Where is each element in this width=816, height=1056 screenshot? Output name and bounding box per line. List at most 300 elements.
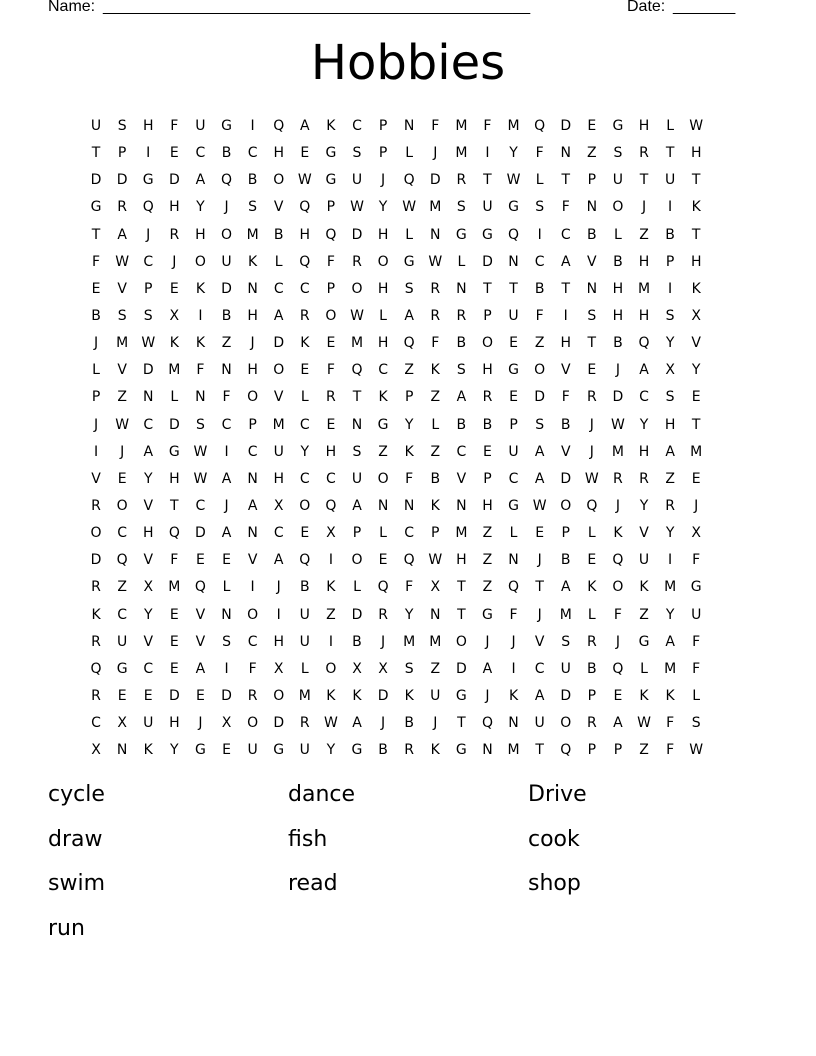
- grid-cell[interactable]: N: [403, 118, 415, 134]
- grid-cell[interactable]: T: [91, 226, 101, 243]
- grid-cell[interactable]: U: [430, 687, 441, 704]
- grid-cell[interactable]: J: [537, 606, 542, 623]
- grid-cell[interactable]: W: [350, 307, 364, 324]
- grid-cell[interactable]: C: [273, 525, 284, 542]
- grid-cell[interactable]: Z: [482, 525, 493, 542]
- grid-cell[interactable]: I: [93, 443, 99, 460]
- grid-cell[interactable]: D: [534, 389, 546, 406]
- grid-cell[interactable]: O: [247, 715, 259, 732]
- grid-cell[interactable]: O: [247, 389, 259, 406]
- grid-cell[interactable]: C: [378, 362, 388, 379]
- grid-cell[interactable]: B: [613, 253, 623, 270]
- grid-cell[interactable]: S: [456, 362, 466, 379]
- grid-cell[interactable]: S: [143, 307, 153, 324]
- grid-cell[interactable]: G: [351, 742, 363, 759]
- grid-cell[interactable]: N: [430, 226, 441, 243]
- grid-cell[interactable]: W: [350, 199, 364, 216]
- grid-cell[interactable]: K: [91, 606, 101, 623]
- grid-cell[interactable]: I: [485, 145, 490, 162]
- grid-cell[interactable]: M: [168, 579, 181, 596]
- grid-cell[interactable]: G: [142, 172, 154, 189]
- grid-cell[interactable]: E: [535, 525, 545, 542]
- grid-cell[interactable]: A: [273, 307, 284, 324]
- grid-cell[interactable]: Q: [325, 497, 337, 514]
- grid-cell[interactable]: K: [326, 579, 336, 596]
- grid-cell[interactable]: U: [299, 606, 310, 623]
- grid-cell[interactable]: A: [247, 497, 258, 514]
- grid-cell[interactable]: F: [613, 606, 622, 623]
- grid-cell[interactable]: R: [639, 470, 649, 487]
- grid-cell[interactable]: P: [483, 307, 492, 324]
- grid-cell[interactable]: U: [560, 660, 571, 677]
- grid-cell[interactable]: A: [273, 552, 284, 569]
- grid-cell[interactable]: F: [483, 118, 492, 134]
- grid-cell[interactable]: W: [584, 470, 599, 487]
- grid-cell[interactable]: I: [328, 552, 333, 569]
- grid-cell[interactable]: U: [117, 633, 128, 650]
- grid-cell[interactable]: P: [144, 280, 153, 297]
- grid-cell[interactable]: C: [352, 118, 362, 134]
- grid-cell[interactable]: H: [664, 416, 676, 433]
- grid-cell[interactable]: Q: [168, 525, 180, 542]
- grid-cell[interactable]: L: [535, 172, 544, 189]
- grid-cell[interactable]: S: [117, 118, 127, 134]
- grid-cell[interactable]: M: [455, 118, 468, 134]
- grid-cell[interactable]: D: [221, 280, 232, 297]
- grid-cell[interactable]: J: [93, 335, 99, 352]
- grid-cell[interactable]: T: [639, 172, 649, 189]
- grid-cell[interactable]: A: [560, 253, 571, 270]
- grid-cell[interactable]: D: [273, 335, 285, 352]
- grid-cell[interactable]: E: [222, 552, 231, 569]
- grid-cell[interactable]: T: [170, 497, 179, 514]
- grid-cell[interactable]: U: [638, 552, 650, 569]
- grid-cell[interactable]: D: [142, 362, 154, 379]
- grid-cell[interactable]: H: [638, 253, 650, 270]
- grid-cell[interactable]: D: [116, 172, 128, 189]
- grid-cell[interactable]: X: [691, 525, 701, 542]
- grid-cell[interactable]: X: [665, 362, 675, 379]
- grid-cell[interactable]: D: [90, 172, 102, 189]
- grid-cell[interactable]: Z: [534, 335, 545, 352]
- grid-cell[interactable]: L: [457, 253, 466, 270]
- grid-cell[interactable]: V: [91, 470, 101, 487]
- grid-cell[interactable]: F: [170, 118, 179, 134]
- grid-cell[interactable]: T: [352, 389, 362, 406]
- grid-cell[interactable]: I: [511, 660, 516, 677]
- grid-cell[interactable]: C: [195, 497, 206, 514]
- grid-cell[interactable]: Q: [194, 579, 206, 596]
- grid-cell[interactable]: A: [300, 118, 310, 134]
- grid-cell[interactable]: Q: [90, 660, 102, 677]
- grid-cell[interactable]: V: [273, 199, 284, 216]
- grid-cell[interactable]: A: [352, 715, 362, 732]
- grid-cell[interactable]: Y: [378, 199, 388, 216]
- grid-cell[interactable]: Z: [665, 470, 675, 487]
- grid-cell[interactable]: Q: [299, 199, 311, 216]
- grid-cell[interactable]: H: [560, 335, 571, 352]
- grid-cell[interactable]: C: [247, 633, 258, 650]
- grid-cell[interactable]: M: [246, 226, 259, 243]
- grid-cell[interactable]: P: [404, 389, 414, 406]
- grid-cell[interactable]: J: [641, 199, 647, 216]
- grid-cell[interactable]: O: [273, 362, 285, 379]
- grid-cell[interactable]: K: [430, 497, 440, 514]
- grid-cell[interactable]: G: [194, 742, 206, 759]
- grid-cell[interactable]: T: [457, 606, 466, 623]
- grid-cell[interactable]: U: [143, 715, 154, 732]
- grid-cell[interactable]: W: [506, 172, 521, 189]
- grid-cell[interactable]: O: [325, 307, 337, 324]
- grid-cell[interactable]: P: [483, 470, 492, 487]
- grid-cell[interactable]: M: [611, 443, 624, 460]
- grid-cell[interactable]: D: [168, 172, 180, 189]
- grid-cell[interactable]: G: [325, 172, 337, 189]
- grid-cell[interactable]: Q: [273, 118, 285, 134]
- grid-cell[interactable]: F: [326, 253, 335, 270]
- grid-cell[interactable]: L: [379, 525, 387, 542]
- grid-cell[interactable]: X: [378, 660, 388, 677]
- grid-cell[interactable]: L: [405, 145, 414, 162]
- grid-cell[interactable]: F: [666, 715, 675, 732]
- grid-cell[interactable]: C: [299, 470, 310, 487]
- grid-cell[interactable]: J: [276, 579, 281, 596]
- grid-cell[interactable]: C: [299, 416, 310, 433]
- grid-cell[interactable]: A: [352, 497, 362, 514]
- grid-cell[interactable]: S: [222, 633, 231, 650]
- grid-cell[interactable]: W: [637, 715, 651, 732]
- grid-cell[interactable]: K: [300, 335, 310, 352]
- grid-cell[interactable]: L: [614, 226, 622, 243]
- grid-cell[interactable]: G: [90, 199, 102, 216]
- grid-cell[interactable]: E: [613, 687, 623, 704]
- grid-cell[interactable]: I: [250, 579, 255, 596]
- grid-cell[interactable]: E: [117, 687, 127, 704]
- grid-cell[interactable]: K: [378, 389, 388, 406]
- grid-cell[interactable]: X: [91, 742, 101, 759]
- grid-cell[interactable]: P: [613, 742, 623, 759]
- grid-cell[interactable]: R: [456, 172, 467, 189]
- grid-cell[interactable]: T: [691, 172, 701, 189]
- grid-cell[interactable]: W: [115, 416, 130, 433]
- grid-cell[interactable]: H: [482, 362, 493, 379]
- date-field[interactable]: _______: [673, 0, 736, 15]
- grid-cell[interactable]: U: [612, 172, 624, 189]
- grid-cell[interactable]: T: [691, 416, 701, 433]
- grid-cell[interactable]: Q: [612, 660, 624, 677]
- grid-cell[interactable]: R: [299, 307, 310, 324]
- grid-cell[interactable]: Z: [221, 335, 232, 352]
- grid-cell[interactable]: Y: [639, 416, 649, 433]
- grid-cell[interactable]: P: [378, 118, 388, 134]
- grid-cell[interactable]: A: [665, 633, 675, 650]
- grid-cell[interactable]: G: [116, 660, 128, 677]
- grid-cell[interactable]: X: [352, 660, 362, 677]
- grid-cell[interactable]: A: [534, 443, 545, 460]
- grid-cell[interactable]: O: [194, 253, 206, 270]
- grid-cell[interactable]: J: [120, 443, 125, 460]
- grid-cell[interactable]: E: [195, 687, 205, 704]
- grid-cell[interactable]: Q: [403, 335, 415, 352]
- grid-cell[interactable]: T: [561, 172, 571, 189]
- grid-cell[interactable]: B: [560, 416, 571, 433]
- grid-cell[interactable]: A: [117, 226, 127, 243]
- grid-cell[interactable]: I: [537, 226, 542, 243]
- grid-cell[interactable]: H: [273, 470, 284, 487]
- grid-cell[interactable]: J: [224, 497, 229, 514]
- grid-cell[interactable]: W: [428, 552, 443, 569]
- grid-cell[interactable]: L: [300, 660, 309, 677]
- grid-cell[interactable]: S: [613, 145, 623, 162]
- grid-cell[interactable]: O: [455, 633, 467, 650]
- grid-cell[interactable]: Z: [639, 606, 649, 623]
- grid-cell[interactable]: V: [639, 525, 649, 542]
- grid-cell[interactable]: U: [247, 742, 258, 759]
- grid-cell[interactable]: N: [456, 280, 467, 297]
- grid-cell[interactable]: F: [561, 199, 570, 216]
- grid-cell[interactable]: D: [482, 253, 493, 270]
- grid-cell[interactable]: I: [668, 199, 673, 216]
- grid-cell[interactable]: Q: [299, 552, 311, 569]
- grid-cell[interactable]: M: [664, 660, 677, 677]
- grid-cell[interactable]: X: [169, 307, 180, 324]
- grid-cell[interactable]: A: [534, 470, 545, 487]
- grid-cell[interactable]: O: [377, 253, 389, 270]
- grid-cell[interactable]: Z: [404, 362, 414, 379]
- grid-cell[interactable]: B: [352, 633, 362, 650]
- grid-cell[interactable]: W: [193, 470, 208, 487]
- grid-cell[interactable]: B: [587, 226, 597, 243]
- grid-cell[interactable]: S: [404, 660, 414, 677]
- grid-cell[interactable]: S: [352, 145, 362, 162]
- grid-cell[interactable]: H: [456, 552, 467, 569]
- grid-cell[interactable]: M: [455, 145, 468, 162]
- grid-cell[interactable]: O: [534, 362, 546, 379]
- grid-cell[interactable]: O: [273, 687, 285, 704]
- grid-cell[interactable]: P: [587, 687, 597, 704]
- grid-cell[interactable]: T: [457, 715, 466, 732]
- grid-cell[interactable]: E: [300, 362, 310, 379]
- grid-cell[interactable]: P: [352, 525, 362, 542]
- grid-cell[interactable]: P: [561, 525, 570, 542]
- grid-cell[interactable]: R: [586, 633, 597, 650]
- grid-cell[interactable]: T: [691, 226, 701, 243]
- grid-cell[interactable]: K: [691, 280, 701, 297]
- grid-cell[interactable]: T: [483, 172, 492, 189]
- grid-cell[interactable]: X: [273, 660, 284, 677]
- grid-cell[interactable]: R: [639, 145, 649, 162]
- grid-cell[interactable]: G: [508, 497, 519, 514]
- grid-cell[interactable]: P: [91, 389, 101, 406]
- grid-cell[interactable]: G: [403, 253, 415, 270]
- grid-cell[interactable]: M: [298, 687, 311, 704]
- grid-cell[interactable]: G: [612, 118, 624, 134]
- grid-cell[interactable]: B: [456, 335, 467, 352]
- grid-cell[interactable]: Y: [639, 497, 649, 514]
- grid-cell[interactable]: E: [169, 145, 179, 162]
- grid-cell[interactable]: Z: [430, 443, 441, 460]
- grid-cell[interactable]: Q: [325, 226, 337, 243]
- grid-cell[interactable]: K: [195, 280, 206, 297]
- grid-cell[interactable]: F: [692, 552, 701, 569]
- grid-cell[interactable]: T: [509, 280, 518, 297]
- grid-cell[interactable]: D: [560, 118, 572, 134]
- grid-cell[interactable]: A: [221, 470, 232, 487]
- grid-cell[interactable]: W: [428, 253, 443, 270]
- grid-cell[interactable]: J: [615, 497, 620, 514]
- grid-cell[interactable]: S: [117, 307, 127, 324]
- grid-cell[interactable]: U: [664, 172, 676, 189]
- grid-cell[interactable]: F: [248, 660, 257, 677]
- grid-cell[interactable]: A: [221, 525, 232, 542]
- grid-cell[interactable]: S: [535, 416, 545, 433]
- grid-cell[interactable]: X: [273, 497, 284, 514]
- grid-cell[interactable]: E: [222, 742, 231, 759]
- grid-cell[interactable]: K: [665, 687, 675, 704]
- grid-cell[interactable]: B: [91, 307, 101, 324]
- grid-cell[interactable]: E: [91, 280, 101, 297]
- grid-cell[interactable]: Y: [300, 443, 310, 460]
- grid-cell[interactable]: A: [195, 172, 206, 189]
- grid-cell[interactable]: X: [430, 579, 441, 596]
- grid-cell[interactable]: N: [482, 742, 493, 759]
- grid-cell[interactable]: H: [169, 470, 180, 487]
- grid-cell[interactable]: U: [299, 633, 310, 650]
- grid-cell[interactable]: Y: [404, 606, 414, 623]
- grid-cell[interactable]: C: [508, 470, 519, 487]
- grid-cell[interactable]: V: [587, 253, 597, 270]
- grid-cell[interactable]: N: [508, 552, 519, 569]
- grid-cell[interactable]: E: [509, 335, 518, 352]
- grid-cell[interactable]: T: [587, 335, 597, 352]
- grid-cell[interactable]: Q: [638, 335, 650, 352]
- grid-cell[interactable]: B: [534, 280, 545, 297]
- grid-cell[interactable]: V: [117, 362, 127, 379]
- grid-cell[interactable]: C: [247, 145, 258, 162]
- grid-cell[interactable]: B: [299, 579, 310, 596]
- grid-cell[interactable]: R: [378, 606, 388, 623]
- grid-cell[interactable]: Y: [509, 145, 518, 162]
- grid-cell[interactable]: K: [613, 525, 623, 542]
- grid-cell[interactable]: R: [665, 497, 675, 514]
- grid-cell[interactable]: P: [326, 199, 336, 216]
- grid-cell[interactable]: G: [221, 118, 232, 134]
- grid-cell[interactable]: P: [431, 525, 440, 542]
- grid-cell[interactable]: L: [274, 253, 283, 270]
- grid-cell[interactable]: F: [405, 470, 414, 487]
- grid-cell[interactable]: N: [586, 280, 598, 297]
- grid-cell[interactable]: T: [561, 280, 571, 297]
- grid-cell[interactable]: E: [483, 443, 492, 460]
- grid-cell[interactable]: N: [377, 497, 389, 514]
- grid-cell[interactable]: N: [116, 742, 128, 759]
- grid-cell[interactable]: E: [326, 335, 336, 352]
- grid-cell[interactable]: C: [91, 715, 101, 732]
- name-field[interactable]: ________________________________________________: [103, 0, 531, 15]
- grid-cell[interactable]: Y: [143, 470, 153, 487]
- grid-cell[interactable]: R: [430, 307, 441, 324]
- grid-cell[interactable]: B: [221, 145, 232, 162]
- grid-cell[interactable]: K: [639, 579, 649, 596]
- grid-cell[interactable]: Q: [116, 552, 128, 569]
- grid-cell[interactable]: F: [92, 253, 101, 270]
- grid-cell[interactable]: E: [169, 633, 179, 650]
- grid-cell[interactable]: D: [560, 687, 572, 704]
- grid-cell[interactable]: W: [689, 118, 704, 134]
- grid-cell[interactable]: R: [586, 389, 597, 406]
- grid-cell[interactable]: R: [352, 253, 362, 270]
- grid-cell[interactable]: C: [639, 389, 649, 406]
- grid-cell[interactable]: D: [195, 525, 206, 542]
- grid-cell[interactable]: H: [612, 280, 624, 297]
- grid-cell[interactable]: R: [326, 389, 336, 406]
- grid-cell[interactable]: K: [430, 362, 440, 379]
- grid-cell[interactable]: H: [247, 307, 258, 324]
- grid-cell[interactable]: D: [429, 172, 441, 189]
- grid-cell[interactable]: P: [378, 145, 388, 162]
- grid-cell[interactable]: F: [431, 118, 440, 134]
- grid-cell[interactable]: C: [404, 525, 415, 542]
- grid-cell[interactable]: G: [508, 199, 519, 216]
- grid-cell[interactable]: I: [328, 633, 333, 650]
- grid-cell[interactable]: R: [613, 470, 623, 487]
- grid-cell[interactable]: H: [299, 226, 311, 243]
- grid-cell[interactable]: Z: [482, 552, 493, 569]
- grid-cell[interactable]: N: [508, 715, 519, 732]
- grid-cell[interactable]: K: [691, 199, 701, 216]
- grid-cell[interactable]: R: [482, 389, 493, 406]
- grid-cell[interactable]: H: [690, 145, 702, 162]
- grid-cell[interactable]: R: [91, 687, 101, 704]
- grid-cell[interactable]: F: [666, 742, 675, 759]
- grid-cell[interactable]: J: [198, 715, 203, 732]
- grid-cell[interactable]: J: [694, 497, 699, 514]
- grid-cell[interactable]: G: [690, 579, 702, 596]
- grid-cell[interactable]: R: [404, 742, 415, 759]
- grid-cell[interactable]: Q: [403, 172, 415, 189]
- grid-cell[interactable]: Z: [430, 389, 441, 406]
- grid-cell[interactable]: S: [665, 307, 675, 324]
- grid-cell[interactable]: N: [247, 280, 258, 297]
- grid-cell[interactable]: E: [691, 389, 701, 406]
- grid-cell[interactable]: Q: [481, 715, 493, 732]
- grid-cell[interactable]: K: [404, 687, 414, 704]
- grid-cell[interactable]: N: [456, 497, 467, 514]
- grid-cell[interactable]: D: [168, 416, 180, 433]
- grid-cell[interactable]: N: [351, 416, 363, 433]
- grid-cell[interactable]: U: [195, 118, 206, 134]
- grid-cell[interactable]: Z: [639, 742, 649, 759]
- grid-cell[interactable]: F: [692, 633, 701, 650]
- grid-cell[interactable]: V: [143, 497, 154, 514]
- grid-cell[interactable]: P: [665, 253, 675, 270]
- grid-cell[interactable]: Y: [170, 742, 179, 759]
- grid-cell[interactable]: L: [405, 226, 414, 243]
- grid-cell[interactable]: T: [91, 145, 101, 162]
- grid-cell[interactable]: N: [560, 145, 571, 162]
- grid-cell[interactable]: M: [116, 335, 129, 352]
- grid-cell[interactable]: S: [456, 199, 466, 216]
- grid-cell[interactable]: M: [403, 633, 416, 650]
- grid-cell[interactable]: C: [299, 280, 310, 297]
- grid-cell[interactable]: S: [665, 389, 675, 406]
- grid-cell[interactable]: R: [91, 579, 101, 596]
- grid-cell[interactable]: O: [116, 497, 128, 514]
- grid-cell[interactable]: R: [586, 715, 597, 732]
- grid-cell[interactable]: S: [587, 307, 597, 324]
- grid-cell[interactable]: A: [534, 687, 545, 704]
- grid-cell[interactable]: J: [433, 715, 438, 732]
